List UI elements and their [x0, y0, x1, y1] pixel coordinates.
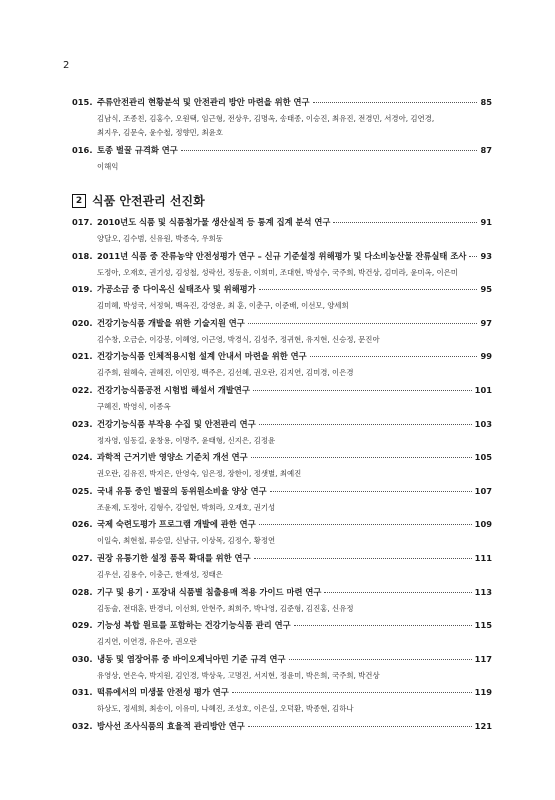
entry-authors: 김동술, 전대훈, 반경녀, 이선희, 안현주, 최희주, 박나영, 김준형, 김진홍, 신유정	[97, 603, 354, 613]
entry-page-number: 85	[480, 97, 492, 107]
toc-entry-line	[72, 350, 492, 362]
entry-page-number: 95	[480, 284, 492, 295]
entry-number: 017.	[72, 217, 93, 227]
toc-entry-line	[72, 384, 492, 396]
entry-title: 주류안전관리 현황분석 및 안전관리 방안 마련을 위한 연구	[97, 97, 310, 107]
entry-authors: 구혜진, 박영식, 이종옥	[97, 402, 171, 411]
toc-entry	[72, 96, 492, 140]
entry-number: 032.	[72, 721, 93, 731]
toc-entry	[72, 653, 492, 683]
entry-authors: 도정아, 오재호, 권기성, 김성철, 성락선, 정동윤, 이희미, 조대현, 박성수, 국주희, 박건상, 김미라, 윤미옥, 이은미	[97, 267, 458, 277]
entry-page-number: 117	[474, 653, 492, 664]
entry-authors: 최지우, 김문숙, 윤수철, 정향민, 최윤호	[97, 128, 223, 137]
entry-authors: 김지연, 이연경, 유은아, 권오란	[97, 637, 197, 647]
entry-page-number: 111	[474, 553, 492, 563]
entry-authors: 하상도, 정세희, 최송이, 이유미, 나혜진, 조성호, 이은실, 오덕환, 박종현, 김하나	[97, 704, 354, 714]
entry-number: 026.	[72, 519, 93, 530]
entry-authors: 김남식, 조종친, 김홍수, 오원택, 임근형, 전상우, 김명옥, 송태종, 이승진, 최유진, 전경민, 서경아, 김연경,	[97, 114, 435, 123]
entry-page-number: 99	[480, 351, 492, 362]
toc-entry	[72, 720, 492, 732]
toc-entry-line	[72, 720, 492, 732]
dot-leader	[251, 456, 472, 458]
entry-number: 015.	[72, 97, 93, 107]
entry-authors: 김미혜, 박성국, 서정혁, 백옥진, 강영운, 최 훈, 이춘구, 이준배, 이선모, 양세희	[97, 301, 349, 311]
entry-number: 019.	[72, 284, 93, 295]
dot-leader	[181, 149, 478, 151]
entry-title: 국내 유통 중인 벌꿀의 동위원소비율 양상 연구	[97, 485, 267, 496]
toc-entry	[72, 144, 492, 174]
entry-title: 2011년 식품 중 잔류농약 안전성평가 연구 – 신규 기준설정 위해평가 및 다소비농산물 잔류실태 조사	[97, 250, 467, 261]
entry-authors: 이일숙, 최현철, 류승열, 신남규, 이상목, 김정수, 황정연	[97, 536, 276, 546]
entry-authors: 양달오, 김수범, 신유원, 박종숙, 우희동	[97, 234, 223, 243]
toc-entry	[72, 586, 492, 616]
toc-entry-line	[72, 619, 492, 631]
entry-authors: 권오란, 김유진, 박지은, 안영숙, 임은정, 장한이, 정샛별, 최예진	[97, 469, 302, 479]
entry-number: 031.	[72, 687, 93, 698]
entry-number: 016.	[72, 145, 93, 155]
entry-title: 방사선 조사식품의 효율적 관리방안 연구	[97, 721, 245, 731]
entry-title: 권장 유통기한 설정 품목 확대를 위한 연구	[97, 553, 251, 563]
entry-title: 건강기능식품 개발을 위한 기술지원 연구	[97, 317, 245, 328]
section-heading	[72, 192, 205, 209]
entry-number: 030.	[72, 653, 93, 664]
entry-page-number: 101	[474, 385, 492, 395]
entry-number: 020.	[72, 317, 93, 328]
entry-title: 떡류에서의 미생물 안전성 평가 연구	[97, 687, 229, 698]
entry-authors: 정자영, 임동길, 윤창용, 이명주, 윤태형, 신지은, 김정윤	[97, 435, 276, 445]
toc-entry-line	[72, 686, 492, 698]
toc-entry	[72, 283, 492, 313]
entry-authors: 김우선, 김용수, 이충근, 한재성, 정태은	[97, 570, 223, 579]
dot-leader	[469, 255, 477, 257]
toc-entry-line	[72, 518, 492, 530]
dot-leader	[254, 557, 472, 559]
entry-authors: 유영상, 연은숙, 박지원, 김인경, 박상욱, 고명진, 서지현, 정윤미, 박은희, 국주희, 박건상	[97, 670, 380, 680]
entry-number: 027.	[72, 553, 93, 563]
dot-leader	[248, 725, 472, 727]
toc-entry-line	[72, 283, 492, 295]
entry-title: 토종 벌꿀 규격화 연구	[97, 145, 178, 155]
toc-entry-line	[72, 144, 492, 156]
entry-page-number: 121	[474, 721, 492, 731]
toc-entry-line	[72, 250, 492, 262]
entry-title: 가공소금 중 다이옥신 실태조사 및 위해평가	[97, 284, 256, 295]
entry-title: 건강기능식품공전 시험법 해설서 개발연구	[97, 385, 250, 395]
toc-entry	[72, 216, 492, 246]
entry-number: 028.	[72, 586, 93, 597]
dot-leader	[253, 389, 472, 391]
entry-page-number: 103	[474, 418, 492, 429]
entry-number: 023.	[72, 418, 93, 429]
entry-title: 기능성 복합 원료를 포함하는 건강기능식품 관리 연구	[97, 620, 291, 631]
toc-entry	[72, 317, 492, 347]
entry-title: 국제 숙련도평가 프로그램 개발에 관한 연구	[97, 519, 256, 530]
dot-leader	[294, 624, 472, 626]
page-number: 2	[63, 60, 70, 71]
dot-leader	[289, 658, 472, 660]
toc-entry-line	[72, 586, 492, 598]
entry-title: 과학적 근거기반 영양소 기준치 개선 연구	[97, 452, 248, 463]
dot-leader	[259, 423, 472, 425]
dot-leader	[333, 221, 477, 223]
dot-leader	[324, 591, 471, 593]
section-title: 식품 안전관리 선진화	[92, 194, 205, 208]
entry-title: 기구 및 용기 · 포장내 식품별 침출용매 적용 가이드 마련 연구	[97, 586, 322, 597]
toc-entry	[72, 350, 492, 380]
entry-page-number: 97	[480, 317, 492, 328]
entry-page-number: 87	[480, 145, 492, 155]
entry-number: 018.	[72, 250, 93, 261]
dot-leader	[259, 288, 478, 290]
dot-leader	[232, 691, 472, 693]
section-number-box: 2	[72, 194, 86, 208]
entry-number: 024.	[72, 452, 93, 463]
entry-page-number: 105	[474, 452, 492, 463]
toc-entry	[72, 619, 492, 649]
toc-entry-line	[72, 216, 492, 228]
entry-number: 029.	[72, 620, 93, 631]
entry-page-number: 115	[474, 620, 492, 631]
entry-number: 025.	[72, 485, 93, 496]
toc-entry-line	[72, 552, 492, 564]
toc-entry-line	[72, 451, 492, 463]
toc-entry-line	[72, 317, 492, 329]
toc-entry	[72, 686, 492, 716]
entry-title: 건강기능식품 부작용 수집 및 안전관리 연구	[97, 418, 256, 429]
entry-authors: 김수창, 오금순, 이강봉, 이혜영, 이근영, 박경식, 김성주, 정귀현, 유지현, 신승정, 문진아	[97, 334, 380, 344]
toc-entry-line	[72, 418, 492, 430]
entry-title: 냉동 및 염장어류 중 바이오제닉아민 기준 규격 연구	[97, 653, 286, 664]
entry-page-number: 107	[474, 485, 492, 496]
dot-leader	[313, 101, 478, 103]
dot-leader	[310, 355, 478, 357]
dot-leader	[270, 490, 472, 492]
entry-page-number: 91	[480, 217, 492, 227]
dot-leader	[259, 523, 472, 525]
toc-entry-line	[72, 485, 492, 497]
dot-leader	[248, 322, 478, 324]
entry-page-number: 93	[480, 250, 492, 261]
toc-entry	[72, 451, 492, 481]
toc-entry-line	[72, 653, 492, 665]
toc-entry	[72, 485, 492, 515]
entry-number: 022.	[72, 385, 93, 395]
toc-entry-line	[72, 96, 492, 108]
entry-page-number: 113	[474, 586, 492, 597]
entry-title: 건강기능식품 인체적용시험 설계 안내서 마련을 위한 연구	[97, 351, 307, 362]
entry-page-number: 119	[474, 687, 492, 698]
toc-entry	[72, 384, 492, 414]
toc-entry	[72, 518, 492, 548]
toc-entry	[72, 418, 492, 448]
entry-page-number: 109	[474, 519, 492, 530]
toc-entry	[72, 250, 492, 280]
entry-title: 2010년도 식품 및 식품첨가물 생산실적 등 통계 집계 분석 연구	[97, 217, 331, 227]
entry-authors: 이해익	[97, 162, 119, 171]
entry-number: 021.	[72, 351, 93, 362]
entry-authors: 조윤제, 도정아, 김형수, 강일현, 박희라, 오재호, 권기성	[97, 502, 276, 512]
entry-authors: 김주희, 원혜숙, 권혜진, 이민정, 백주은, 김선혜, 권오란, 김지연, 김미경, 이은경	[97, 368, 354, 378]
toc-entry	[72, 552, 492, 582]
